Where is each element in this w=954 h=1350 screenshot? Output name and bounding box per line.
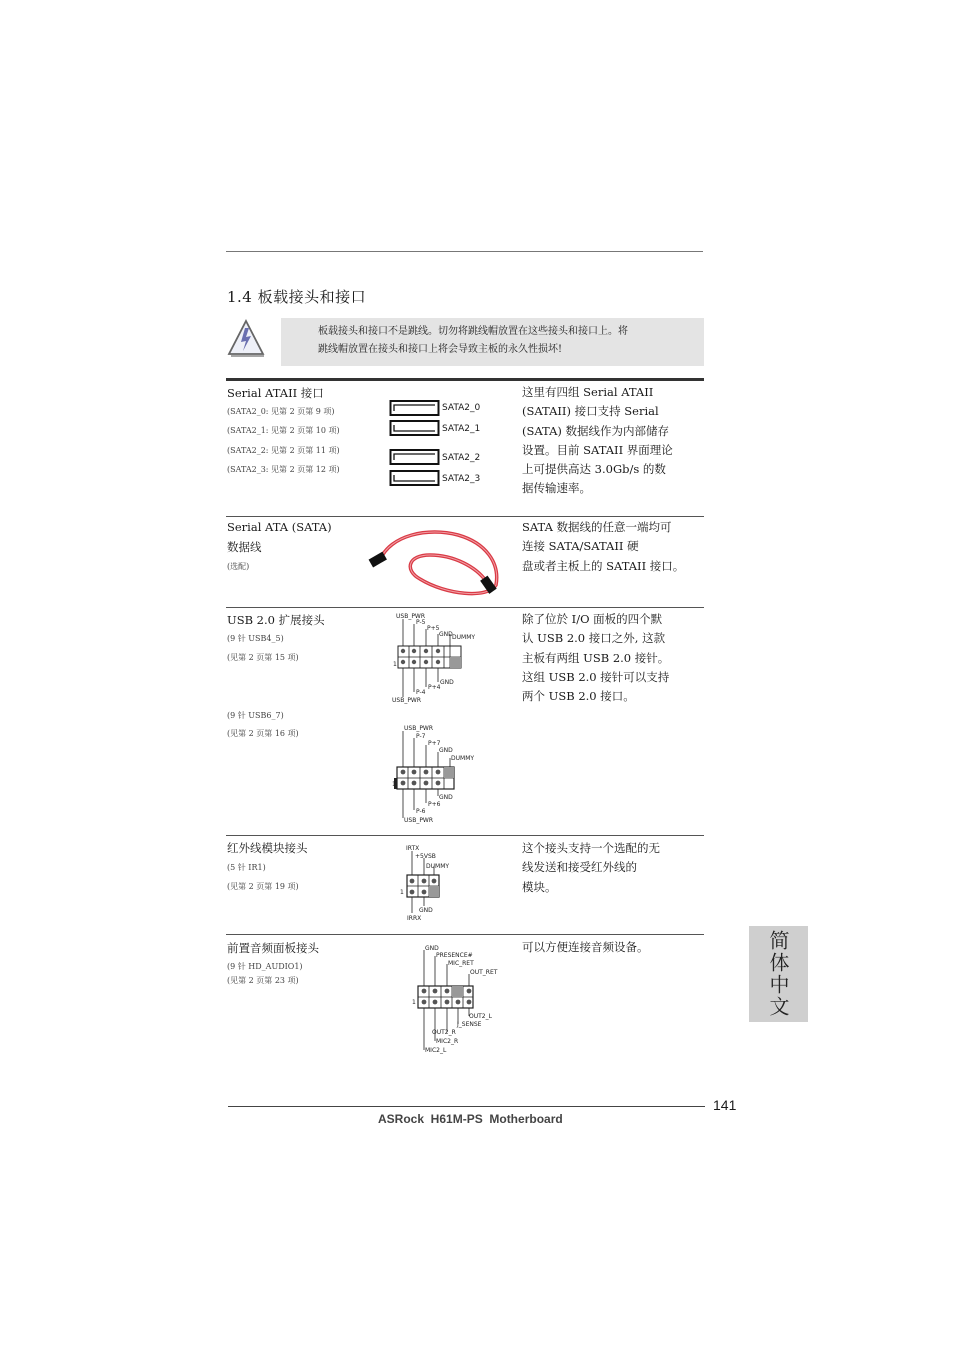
usb67-label-p-plus-7: P+7 xyxy=(428,740,441,747)
language-side-tab xyxy=(749,926,808,1022)
usb67-label-usb-pwr-bottom: USB_PWR xyxy=(404,817,434,824)
audio-label-out2-l: OUT2_L xyxy=(469,1013,492,1020)
usb-sub-1a: (9 针 USB4_5) xyxy=(227,634,284,643)
sata-ref-2: (SATA2_2: 见第 2 页第 11 项) xyxy=(227,446,340,455)
usb45-label-usb-pwr-top: USB_PWR xyxy=(396,613,426,620)
sata-port-label-1: SATA2_1 xyxy=(442,424,481,434)
ir-label-gnd: GND xyxy=(419,907,433,914)
usb45-label-p-plus-5: P+5 xyxy=(427,625,440,632)
sata-description: 这里有四组 Serial ATAII (SATAII) 接口支持 Serial (SATA) 数据线作为内部储存 设置。目前 SATAII 界面理论 上可提供高达 3.0Gb/s 的数 据传输速率。 xyxy=(522,385,673,496)
sata-ref-1: (SATA2_1: 见第 2 页第 10 项) xyxy=(227,426,340,435)
header-rule xyxy=(226,251,703,252)
usb-sub-1b: (见第 2 页第 15 项) xyxy=(227,653,299,662)
ir-label-irrx: IRRX xyxy=(407,915,422,922)
audio-description: 可以方便连接音频设备。 xyxy=(522,940,649,954)
sata-ref-0: (SATA2_0: 见第 2 页第 9 项) xyxy=(227,407,335,416)
usb45-label-dummy: DUMMY xyxy=(452,634,476,641)
usb-description: 除了位於 I/O 面板的四个默 认 USB 2.0 接口之外, 这款 主板有两组 USB 2.0 接针。 这组 USB 2.0 接针可以支持 两个 USB 2.0 接口。 xyxy=(522,612,670,704)
warning-line-2: 跳线帽放置在接头和接口上将会导致主板的永久性损坏! xyxy=(318,344,563,355)
usb-sub-2b: (见第 2 页第 16 项) xyxy=(227,729,299,738)
ir-title: 红外线模块接头 xyxy=(227,841,308,855)
audio-sub-1: (9 针 HD_AUDIO1) xyxy=(227,962,303,971)
usb67-label-dummy: DUMMY xyxy=(451,755,475,762)
ir-label-5vsb: +5VSB xyxy=(415,853,436,860)
sata-cable-description: SATA 数据线的任意一端均可 连接 SATA/SATAII 硬 盘或者主板上的 SATAII 接口。 xyxy=(522,520,685,573)
divider xyxy=(226,835,704,836)
usb-sub-2a: (9 针 USB6_7) xyxy=(227,711,284,720)
sata-port-label-2: SATA2_2 xyxy=(442,453,481,463)
ir-label-dummy: DUMMY xyxy=(426,863,450,870)
sata-port-diagram xyxy=(389,398,441,490)
sata-cable-title-1: Serial ATA (SATA) xyxy=(227,520,332,534)
audio-pin1-label: 1 xyxy=(412,999,416,1006)
sata-port-label-0: SATA2_0 xyxy=(442,403,481,413)
footer-rule xyxy=(228,1106,705,1107)
ir-sub-2: (见第 2 页第 19 项) xyxy=(227,882,299,891)
ir-label-irtx: IRTX xyxy=(406,845,420,852)
audio-label-gnd: GND xyxy=(425,945,439,952)
sata-cable-optional: (选配) xyxy=(227,562,250,571)
audio-title: 前置音频面板接头 xyxy=(227,941,319,955)
warning-box xyxy=(281,318,704,366)
section-title: 1.4 板载接头和接口 xyxy=(227,288,367,306)
sata-cable-title-2: 数据线 xyxy=(227,540,262,554)
sata-cable-image xyxy=(368,525,508,605)
audio-label-out2-r: OUT2_R xyxy=(432,1029,456,1036)
sata-title: Serial ATAII 接口 xyxy=(227,386,324,400)
usb67-header-diagram xyxy=(392,722,492,827)
usb45-label-gnd-bottom: GND xyxy=(440,679,454,686)
usb45-label-p-minus-5: P-5 xyxy=(416,619,426,626)
divider xyxy=(226,934,704,935)
usb67-pin1-label: 1 xyxy=(392,781,396,788)
audio-label-out-ret: OUT_RET xyxy=(470,969,498,976)
divider xyxy=(226,516,704,517)
usb45-label-gnd-top: GND xyxy=(439,631,453,638)
usb67-label-p-minus-6: P-6 xyxy=(416,808,426,815)
usb67-label-gnd-top: GND xyxy=(439,747,453,754)
page-number: 141 xyxy=(713,1097,737,1113)
audio-label-mic-ret: MIC_RET xyxy=(448,960,474,967)
warning-icon xyxy=(226,318,266,358)
audio-label-presence: PRESENCE# xyxy=(436,952,473,959)
usb45-header-diagram xyxy=(388,610,488,705)
hd-audio-header-diagram xyxy=(410,940,510,1058)
ir-sub-1: (5 针 IR1) xyxy=(227,863,266,872)
divider xyxy=(226,607,704,608)
side-tab-label: 简体中文 xyxy=(766,930,790,1018)
usb45-label-p-plus-4: P+4 xyxy=(428,684,441,691)
ir-description: 这个接头支持一个选配的无 线发送和接受红外线的 模块。 xyxy=(522,841,660,894)
audio-label-mic2-r: MIC2_R xyxy=(436,1038,459,1045)
sata-ref-3: (SATA2_3: 见第 2 页第 12 项) xyxy=(227,465,340,474)
usb67-label-p-plus-6: P+6 xyxy=(428,801,441,808)
audio-label-j-sense: J_SENSE xyxy=(457,1021,482,1028)
audio-label-mic2-l: MIC2_L xyxy=(425,1047,447,1054)
usb-title: USB 2.0 扩展接头 xyxy=(227,613,325,627)
warning-line-1: 板载接头和接口不是跳线。切勿将跳线帽放置在这些接头和接口上。将 xyxy=(318,326,628,337)
footer-product: ASRock H61M-PS Motherboard xyxy=(378,1112,563,1126)
ir-pin1-label: 1 xyxy=(400,889,404,896)
usb45-pin1-label: 1 xyxy=(393,661,397,668)
audio-sub-2: (见第 2 页第 23 项) xyxy=(227,976,299,985)
usb67-label-p-minus-7: P-7 xyxy=(416,733,426,740)
usb67-label-gnd-bottom: GND xyxy=(439,794,453,801)
ir-header-diagram xyxy=(398,842,468,922)
usb45-label-usb-pwr-bottom: USB_PWR xyxy=(392,697,422,704)
sata-port-label-3: SATA2_3 xyxy=(442,474,481,484)
usb45-label-p-minus-4: P-4 xyxy=(416,689,426,696)
table-top-rule xyxy=(226,378,704,381)
usb67-label-usb-pwr-top: USB_PWR xyxy=(404,725,434,732)
